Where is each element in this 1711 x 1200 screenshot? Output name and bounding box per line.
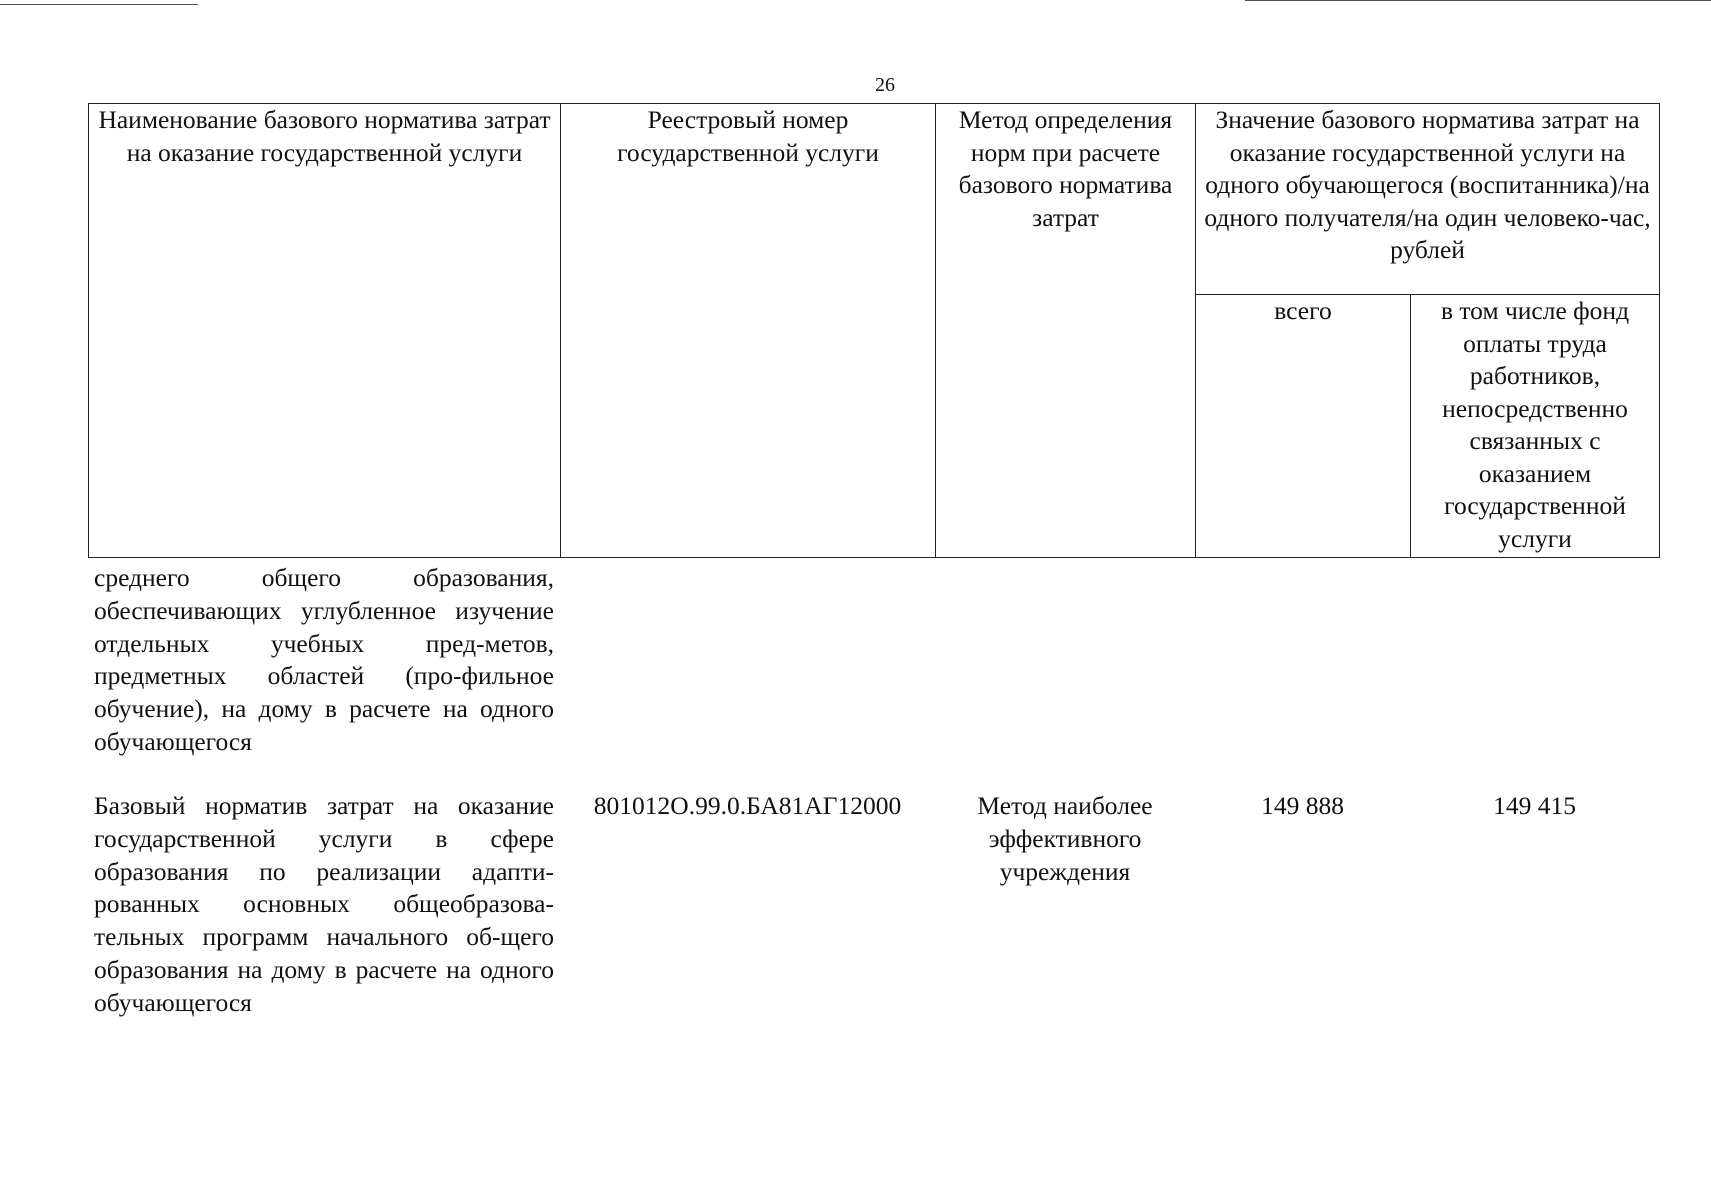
row-value-total: 149 888 — [1261, 791, 1344, 820]
norms-table-header — [88, 103, 1660, 558]
header-cell-total: всего — [1196, 295, 1411, 558]
scan-edge-line-left — [0, 4, 198, 5]
header-cell-registry: Реестровый номер государственной услуги — [561, 104, 936, 558]
header-cell-payroll: в том числе фонд оплаты труда работников, непосредственно связанных с оказанием государственной услуги — [1411, 295, 1660, 558]
row-name-continued: среднего общего образования, обеспечивающих углубленное изучение отдельных учебных пред-метов, предметных областей (про-фильное обучение), на дому в расчете на одного обучающегося — [94, 563, 554, 756]
row-value-payroll: 149 415 — [1493, 791, 1576, 820]
row-method: Метод наиболее эффективного учреждения — [977, 791, 1153, 886]
header-cell-name: Наименование базового норматива затрат на оказание государственной услуги — [89, 104, 561, 558]
header-cell-value-group: Значение базового норматива затрат на оказание государственной услуги на одного обучающегося (воспитанника)/на одного получателя/на один человеко-час, рублей — [1196, 104, 1660, 295]
header-row — [89, 104, 1660, 295]
page-number: 26 — [875, 74, 895, 96]
scan-edge-line-right — [1245, 0, 1711, 1]
header-cell-method: Метод определения норм при расчете базового норматива затрат — [936, 104, 1196, 558]
row-registry-number: 801012О.99.0.БА81АГ12000 — [593, 791, 902, 820]
row-name: Базовый норматив затрат на оказание государственной услуги в сфере образования по реализации адапти-рованных основных общеобразова-тельных программ начального об-щего образования на дому в расчете на одного обучающегося — [94, 791, 554, 1017]
